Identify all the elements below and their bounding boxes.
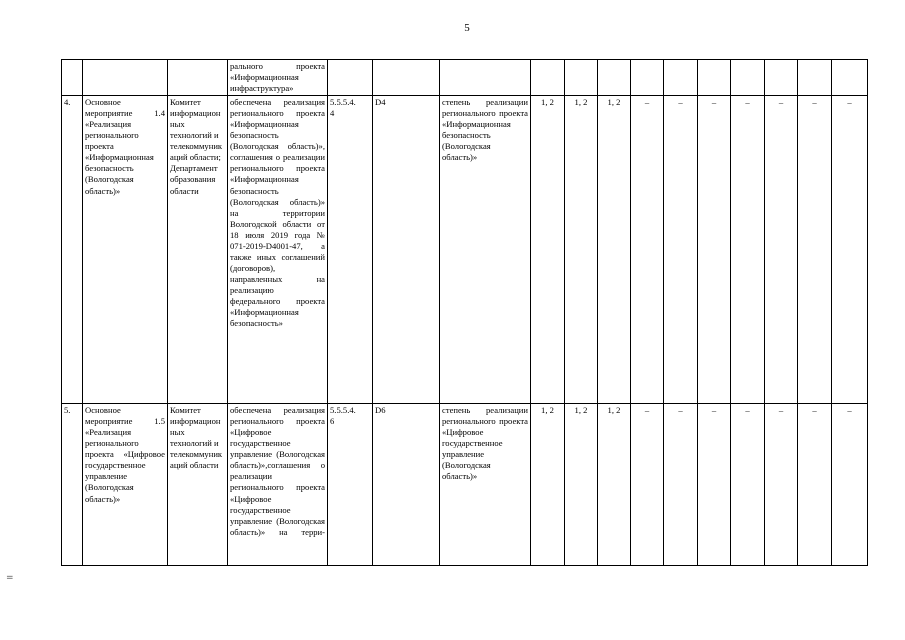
row-number [62, 404, 83, 566]
row-number [62, 96, 83, 404]
program-table [61, 59, 868, 566]
result-cell-text: обеспечена реализация регионального проекта «Информационная безопасность (Вологодская область)», соглашения о реализации регионального проекта «Информационная безопасность (Вологодская область)» на территории Вологодской области от 18 июля 2019 года № 071-2019-D4001-47, а также иных соглашений (договоров), направленных на реализацию федерального проекта «Информационная безопасность» [230, 97, 325, 329]
result-cell-text: рального проекта «Информационная инфраструктура» [230, 61, 325, 94]
executor-cell [168, 96, 228, 404]
value-cell: – [731, 404, 765, 566]
value-cell: 1, 2 [598, 404, 631, 566]
result-cell-text: обеспечена реализация регионального проекта «Цифровое государственное управление (Вологодская область)»,соглашения о реализации регионального проекта «Цифровое государственное управление (Вологодская область)» на терри- [230, 405, 325, 537]
value-cell: – [765, 404, 798, 566]
value-cell: 1, 2 [565, 96, 598, 404]
row-number [62, 60, 83, 96]
indicator-cell [440, 96, 531, 404]
executor-cell-text: Комитет информационных технологий и телекоммуникаций области; Департамент образования области [170, 97, 223, 196]
value-cell [698, 60, 731, 96]
value-cell: – [698, 404, 731, 566]
page-number: 5 [464, 22, 470, 34]
value-cell: 1, 2 [531, 96, 565, 404]
value-cell [531, 60, 565, 96]
value-cell [598, 60, 631, 96]
result-cell [228, 96, 328, 404]
value-cell: – [765, 96, 798, 404]
value-cell [565, 60, 598, 96]
value-cell: 1, 2 [531, 404, 565, 566]
table-row [62, 60, 868, 96]
event-cell [83, 60, 168, 96]
value-cell: 1, 2 [565, 404, 598, 566]
value-cell: – [631, 404, 664, 566]
value-cell: – [664, 404, 698, 566]
value-cell: – [798, 404, 832, 566]
indicator-code-cell [373, 60, 440, 96]
margin-mark: = [6, 573, 14, 583]
code-cell [328, 96, 373, 404]
event-cell-text: Основное мероприятие 1.4 «Реализация регионального проекта «Информационная безопасность (Вологодская область)» [85, 97, 165, 196]
indicator-code-cell-text: D6 [375, 405, 386, 416]
row-number-text: 5. [64, 405, 71, 416]
indicator-cell [440, 404, 531, 566]
row-number-text: 4. [64, 97, 71, 108]
value-cell [731, 60, 765, 96]
value-cell [631, 60, 664, 96]
value-cell: – [731, 96, 765, 404]
value-cell [832, 60, 868, 96]
executor-cell [168, 60, 228, 96]
indicator-cell-text: степень реализации регионального проекта «Информационная безопасность (Вологодская область)» [442, 97, 528, 163]
value-cell: – [832, 96, 868, 404]
result-cell [228, 60, 328, 96]
event-cell [83, 96, 168, 404]
code-cell [328, 404, 373, 566]
table-row [62, 404, 868, 566]
value-cell: 1, 2 [598, 96, 631, 404]
indicator-code-cell-text: D4 [375, 97, 386, 108]
executor-cell-text: Комитет информационных технологий и телекоммуникаций области [170, 405, 223, 471]
code-cell-text: 5.5.5.4. 4 [330, 97, 356, 119]
table-row [62, 96, 868, 404]
indicator-cell [440, 60, 531, 96]
result-cell [228, 404, 328, 566]
value-cell: – [832, 404, 868, 566]
code-cell [328, 60, 373, 96]
value-cell [765, 60, 798, 96]
indicator-code-cell [373, 96, 440, 404]
executor-cell [168, 404, 228, 566]
code-cell-text: 5.5.5.4. 6 [330, 405, 356, 427]
value-cell: – [798, 96, 832, 404]
event-cell-text: Основное мероприятие 1.5 «Реализация регионального проекта «Цифровое государственное управление (Вологодская область)» [85, 405, 165, 504]
value-cell [664, 60, 698, 96]
value-cell [798, 60, 832, 96]
indicator-cell-text: степень реализации регионального проекта «Цифровое государственное управление (Вологодская область)» [442, 405, 528, 482]
value-cell: – [631, 96, 664, 404]
indicator-code-cell [373, 404, 440, 566]
value-cell: – [664, 96, 698, 404]
value-cell: – [698, 96, 731, 404]
event-cell [83, 404, 168, 566]
